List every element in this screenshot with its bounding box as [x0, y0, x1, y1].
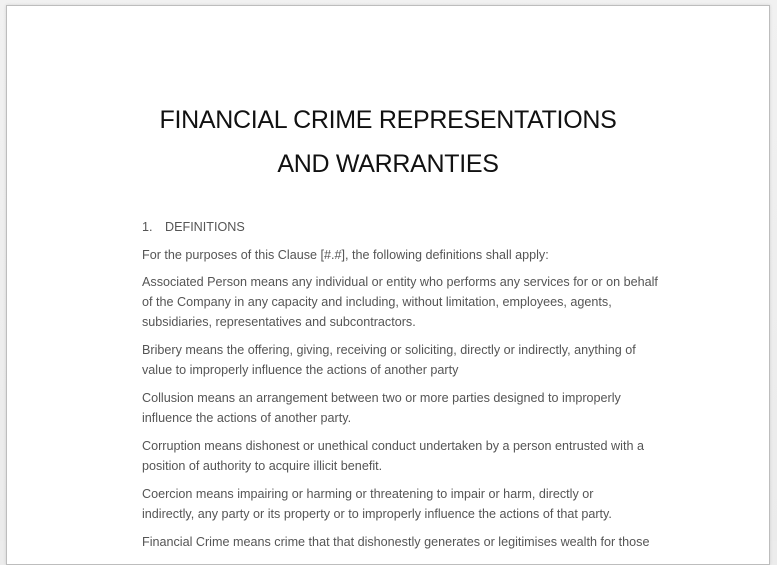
text-line: position of authority to acquire illicit benefit.: [142, 459, 383, 473]
section-number: 1.: [142, 220, 153, 234]
text-line: subsidiaries, representatives and subcontractors.: [142, 315, 416, 329]
title-line-2: AND WARRANTIES: [277, 150, 499, 178]
intro-paragraph: For the purposes of this Clause [#.#], the following definitions shall apply:: [142, 248, 549, 262]
definition-bribery: [142, 340, 672, 380]
definition-collusion: [142, 388, 672, 428]
section-title: DEFINITIONS: [165, 220, 245, 234]
text-line: Corruption means dishonest or unethical conduct undertaken by a person entrusted with a: [142, 439, 644, 453]
text-line: Associated Person means any individual or entity who performs any services for or on behalf: [142, 275, 658, 289]
text-line: indirectly, any party or its property or to improperly influence the actions of that party.: [142, 507, 612, 521]
definition-financial-crime: [142, 532, 672, 552]
definition-corruption: [142, 436, 672, 476]
definition-associated-person: [142, 272, 672, 332]
document-title: [7, 98, 769, 186]
document-page[interactable]: [6, 5, 770, 565]
section-heading: [142, 217, 672, 237]
document-body: [142, 217, 672, 560]
title-line-1: FINANCIAL CRIME REPRESENTATIONS: [159, 106, 617, 134]
text-line: Financial Crime means crime that that dishonestly generates or legitimises wealth for those: [142, 535, 650, 549]
text-line: Collusion means an arrangement between two or more parties designed to improperly: [142, 391, 621, 405]
text-line: Bribery means the offering, giving, receiving or soliciting, directly or indirectly, anything of: [142, 343, 636, 357]
definition-coercion: [142, 484, 672, 524]
text-line: of the Company in any capacity and including, without limitation, employees, agents,: [142, 295, 612, 309]
text-line: Coercion means impairing or harming or threatening to impair or harm, directly or: [142, 487, 594, 501]
text-line: influence the actions of another party.: [142, 411, 352, 425]
text-line: value to improperly influence the actions of another party: [142, 363, 459, 377]
